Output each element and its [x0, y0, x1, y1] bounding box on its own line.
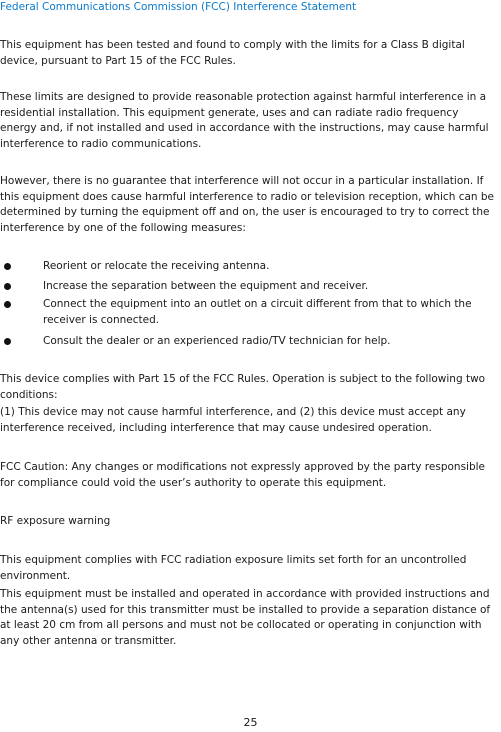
section-heading: Federal Communications Commission (FCC) Interference Statement	[0, 1, 357, 13]
bullet-icon	[4, 301, 11, 308]
paragraph-class-b-compliance: This equipment has been tested and found to comply with the limits for a Class B digital device, pursuant to Part 15 of the FCC Rules.	[0, 39, 465, 67]
paragraph-rf-exposure-title: RF exposure warning	[0, 515, 111, 527]
list-item-text: Connect the equipment into an outlet on a circuit different from that to which the receiver is connected.	[43, 298, 472, 326]
paragraph-no-guarantee: However, there is no guarantee that interference will not occur in a particular installation. If this equipment does cause harmful interference to radio or television reception, which can be determined by turning the equipment off and on, the user is encouraged to try to correct the interference by one of the following measures:	[0, 175, 495, 234]
bullet-icon	[4, 283, 11, 290]
page-number: 25	[243, 716, 258, 729]
paragraph-conditions-detail: (1) This device may not cause harmful interference, and (2) this device must accept any interference received, including interference that may cause undesired operation.	[0, 406, 466, 434]
paragraph-installation-distance: This equipment must be installed and operated in accordance with provided instructions and the antenna(s) used for this transmitter must be installed to provide a separation distance of at least 20 cm from all persons and must not be collocated or operating in conjunction with any other antenna or transmitter.	[0, 588, 491, 647]
bullet-icon	[4, 338, 11, 345]
list-item-text: Increase the separation between the equipment and receiver.	[43, 280, 369, 292]
list-item-text: Reorient or relocate the receiving antenna.	[43, 260, 270, 272]
paragraph-limits-description: These limits are designed to provide reasonable protection against harmful interference in a residential installation. This equipment generate, uses and can radiate radio frequency energy and, if not installed and used in accordance with the instructions, may cause harmful interference to radio communications.	[0, 91, 489, 150]
bullet-icon	[4, 263, 11, 270]
list-item-text: Consult the dealer or an experienced radio/TV technician for help.	[43, 335, 391, 347]
paragraph-part15-conditions: This device complies with Part 15 of the FCC Rules. Operation is subject to the following two conditions:	[0, 373, 486, 401]
paragraph-fcc-caution: FCC Caution: Any changes or modifications not expressly approved by the party responsible for compliance could void the user’s authority to operate this equipment.	[0, 461, 485, 489]
paragraph-exposure-limits: This equipment complies with FCC radiation exposure limits set forth for an uncontrolled environment.	[0, 554, 467, 582]
